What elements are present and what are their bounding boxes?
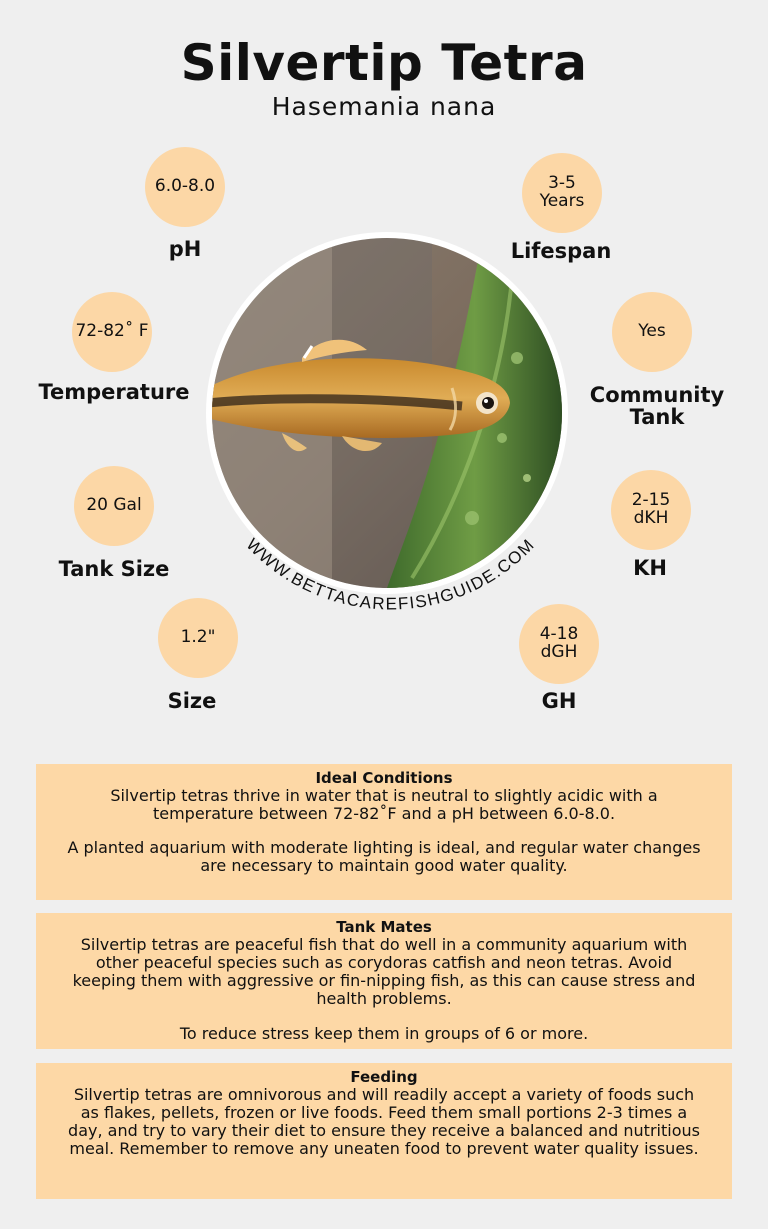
ph-value-circle: 6.0-8.0 <box>145 147 225 227</box>
tank-mates-text-1: Silvertip tetras are peaceful fish that do well in a community aquarium with other peaceful species such as corydoras catfish and neon tetras. Avoid keeping them with aggressive or fin-nipping fish, as this can cause stress and health problems. <box>72 935 696 1009</box>
community-tank-label: Community Tank <box>589 383 725 430</box>
tank-size-value-circle: 20 Gal <box>74 466 154 546</box>
page-subtitle: Hasemania nana <box>271 92 497 121</box>
size-label: Size <box>167 689 217 713</box>
gh-value-circle: 4-18 dGH <box>519 604 599 684</box>
website-url-arc <box>200 440 580 620</box>
temperature-label: Temperature <box>38 380 190 404</box>
temperature-value-circle: 72-82˚ F <box>72 292 152 372</box>
lifespan-value-circle: 3-5 Years <box>522 153 602 233</box>
ideal-conditions-text-1: Silvertip tetras thrive in water that is neutral to slightly acidic with a temperature between 72-82˚F and a pH between 6.0-8.0. <box>110 786 658 824</box>
feeding-box <box>36 1063 732 1199</box>
ideal-conditions-box <box>36 764 732 900</box>
ideal-conditions-heading: Ideal Conditions <box>315 769 453 787</box>
ideal-conditions-text-2: A planted aquarium with moderate lighting is ideal, and regular water changes are necessary to maintain good water quality. <box>67 838 701 876</box>
gh-label: GH <box>541 689 577 713</box>
tank-mates-heading: Tank Mates <box>336 918 432 936</box>
kh-label: KH <box>633 556 667 580</box>
size-value-circle: 1.2" <box>158 598 238 678</box>
page-title: Silvertip Tetra <box>180 34 588 92</box>
svg-text:WWW.BETTACAREFISHGUIDE.COM <box>243 535 539 614</box>
feeding-heading: Feeding <box>350 1068 418 1086</box>
ph-label: pH <box>168 237 202 261</box>
community-value-circle: Yes <box>612 292 692 372</box>
feeding-text: Silvertip tetras are omnivorous and will readily accept a variety of foods such as flakes, pellets, frozen or live foods. Feed them small portions 2-3 times a day, and try to vary their diet to ensure they receive a balanced and nutritious meal. Remember to remove any uneaten food to prevent water quality issues. <box>68 1085 700 1159</box>
tank-mates-text-2: To reduce stress keep them in groups of 6 or more. <box>179 1023 589 1043</box>
tank-size-label: Tank Size <box>58 557 170 581</box>
lifespan-label: Lifespan <box>510 239 612 263</box>
website-url-text: WWW.BETTACAREFISHGUIDE.COM <box>242 534 539 614</box>
kh-value-circle: 2-15 dKH <box>611 470 691 550</box>
tank-mates-box <box>36 913 732 1049</box>
